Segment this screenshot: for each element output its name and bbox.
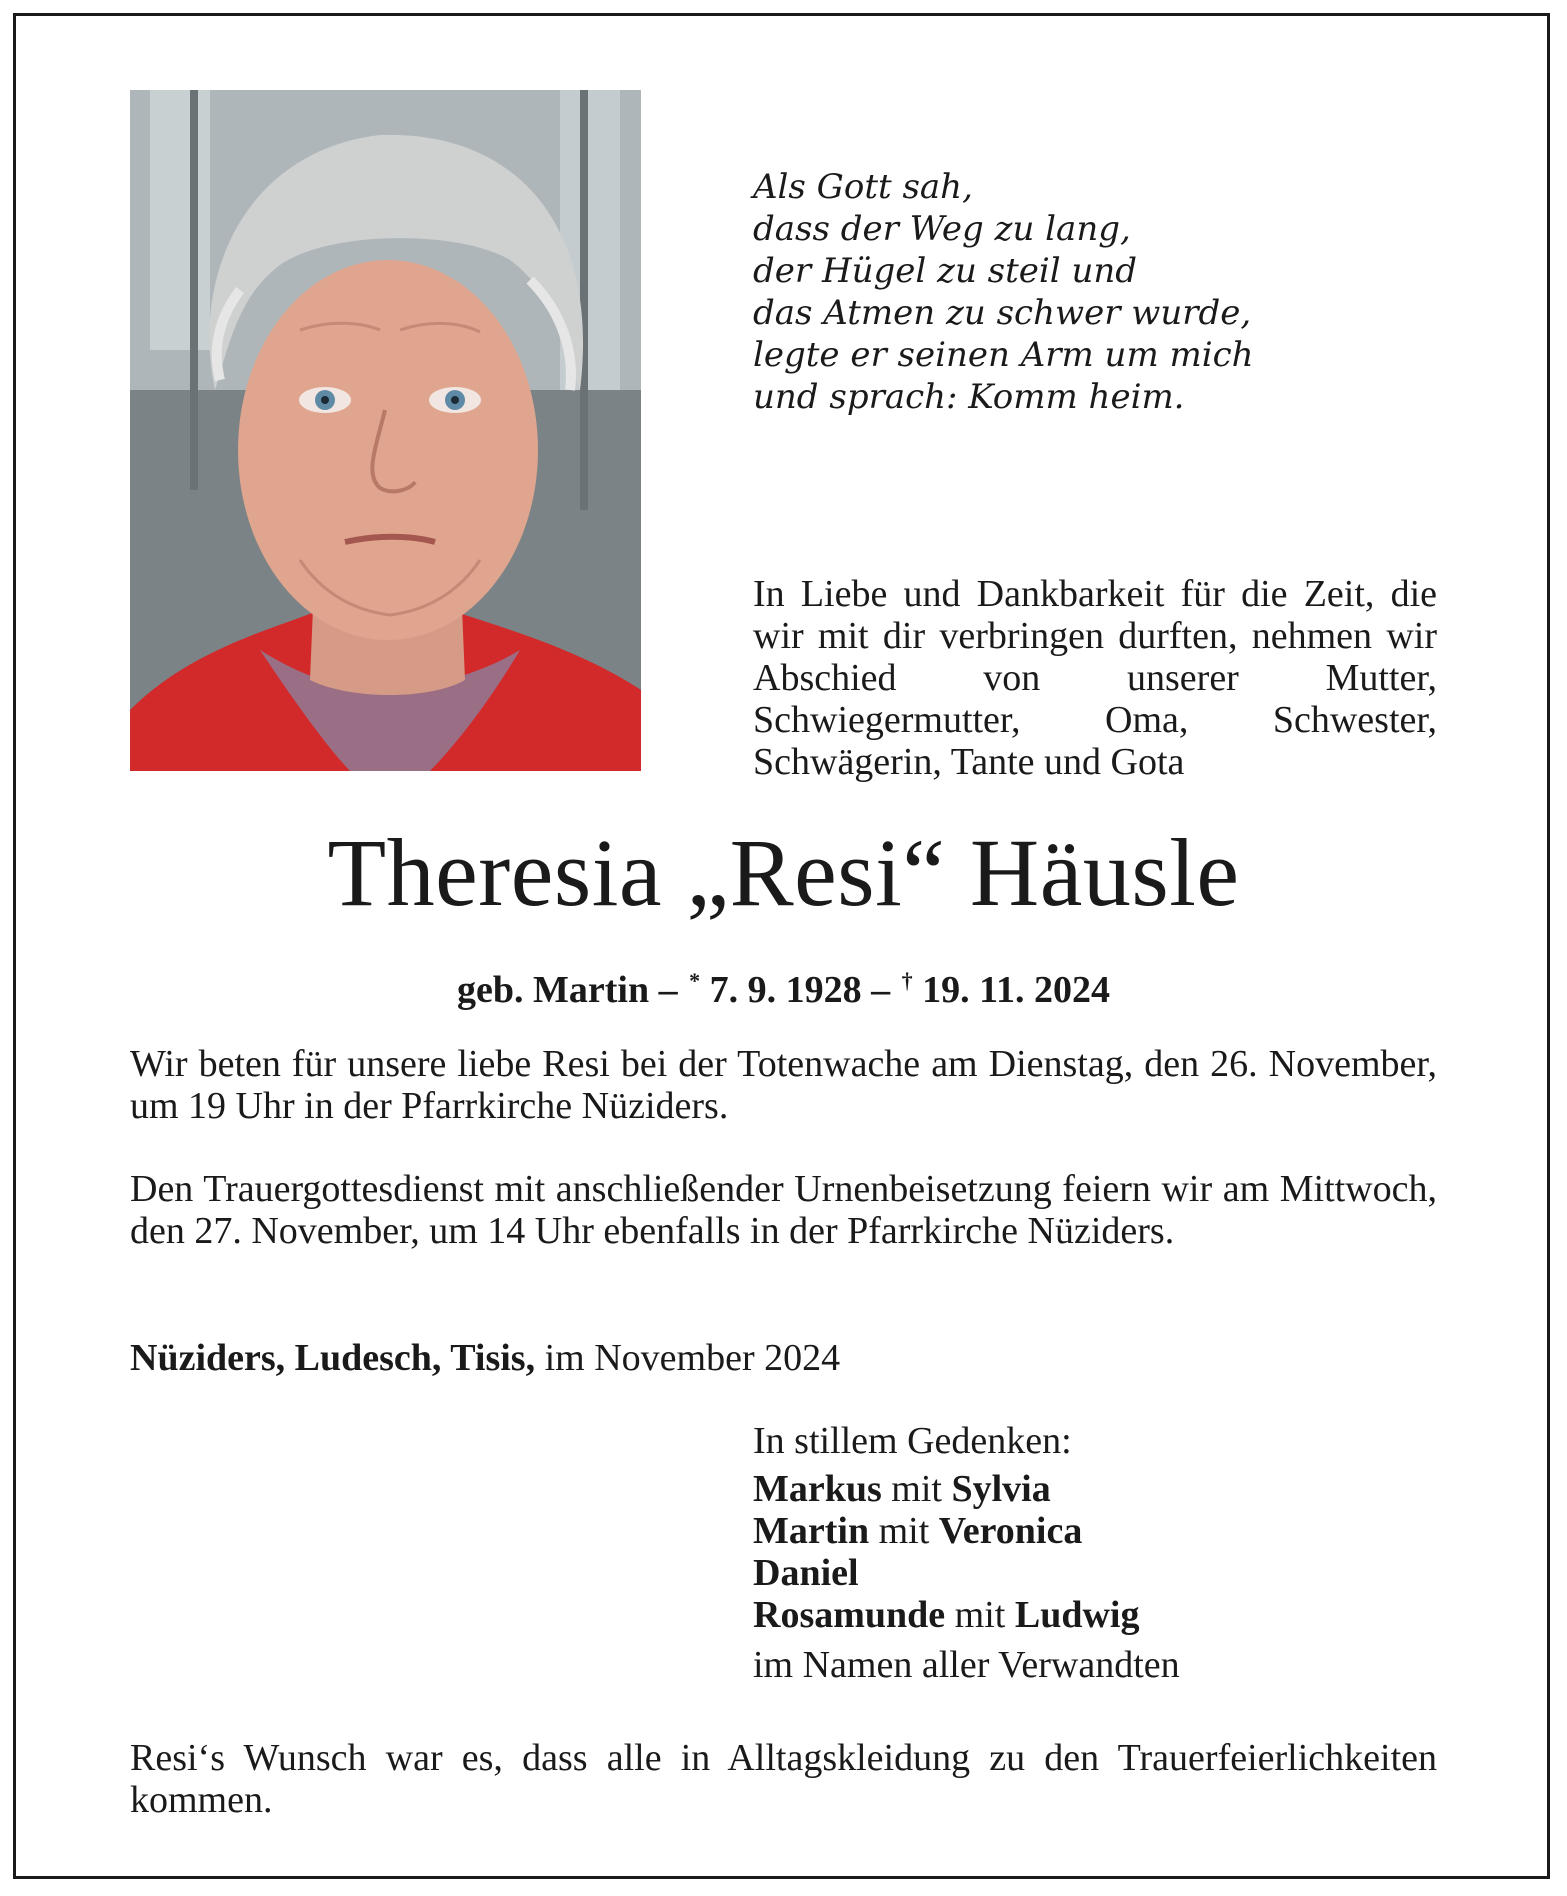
mourner-name: Daniel	[753, 1552, 859, 1594]
mourner-row	[753, 1510, 1453, 1552]
poem-line: das Atmen zu schwer wurde,	[753, 293, 1252, 333]
vigil-paragraph: Wir beten für unsere liebe Resi bei der Totenwache am Dienstag, den 26. November, um 19 Uhr in der Pfarrkirche Nüziders.	[130, 1043, 1437, 1127]
mourner-name: Martin	[753, 1510, 870, 1552]
born-name: geb. Martin	[457, 969, 650, 1011]
deceased-name: Theresia „Resi“ Häusle	[327, 819, 1240, 926]
mourners-outro: im Namen aller Verwandten	[753, 1644, 1180, 1686]
mourner-joiner: mit	[869, 1510, 939, 1552]
poem-line: und sprach: Komm heim.	[753, 377, 1185, 417]
mourner-name: Rosamunde	[753, 1594, 946, 1636]
mourner-name: Veronica	[938, 1510, 1083, 1552]
birth-date: 7. 9. 1928	[700, 969, 862, 1011]
mourner-row	[753, 1468, 1453, 1510]
poem-line: legte er seinen Arm um mich	[753, 335, 1254, 375]
separator: –	[861, 969, 900, 1011]
mourner-name: Ludwig	[1014, 1594, 1140, 1636]
dress-code-note: Resi‘s Wunsch war es, dass alle in Alltagskleidung zu den Trauerfeierlichkeiten kommen.	[130, 1737, 1437, 1821]
poem-line: Als Gott sah,	[753, 167, 973, 207]
poem-line: der Hügel zu steil und	[753, 251, 1138, 291]
poem	[753, 166, 1473, 418]
mourner-joiner: mit	[881, 1468, 952, 1510]
mourner-name: Markus	[753, 1468, 882, 1510]
funeral-paragraph: Den Trauergottesdienst mit anschließender Urnenbeisetzung feiern wir am Mittwoch, den 27. November, um 14 Uhr ebenfalls in der Pfarrkirche Nüziders.	[130, 1168, 1437, 1252]
mourner-name: Sylvia	[951, 1468, 1051, 1510]
life-dates	[0, 958, 1567, 1013]
mourner-row	[753, 1594, 1453, 1636]
death-date: 19. 11. 2024	[912, 969, 1110, 1011]
birth-symbol: *	[689, 968, 701, 993]
mourner-row	[753, 1552, 1453, 1594]
mourner-joiner: mit	[945, 1594, 1015, 1636]
place-date-line	[130, 1337, 840, 1379]
poem-line: dass der Weg zu lang,	[753, 209, 1131, 249]
mourners-intro: In stillem Gedenken:	[753, 1420, 1072, 1462]
place-date: im November 2024	[535, 1337, 841, 1379]
portrait-photo	[130, 90, 641, 771]
separator: –	[649, 969, 688, 1011]
towns: Nüziders, Ludesch, Tisis,	[130, 1337, 536, 1379]
portrait-illustration	[130, 90, 641, 771]
death-symbol: †	[901, 968, 913, 993]
mourners-block	[753, 1420, 1453, 1686]
farewell-intro: In Liebe und Dankbarkeit für die Zeit, die wir mit dir verbringen durften, nehmen wir Abschied von unserer Mutter, Schwiegermutter, Oma, Schwester, Schwägerin, Tante und Gota	[753, 573, 1437, 783]
